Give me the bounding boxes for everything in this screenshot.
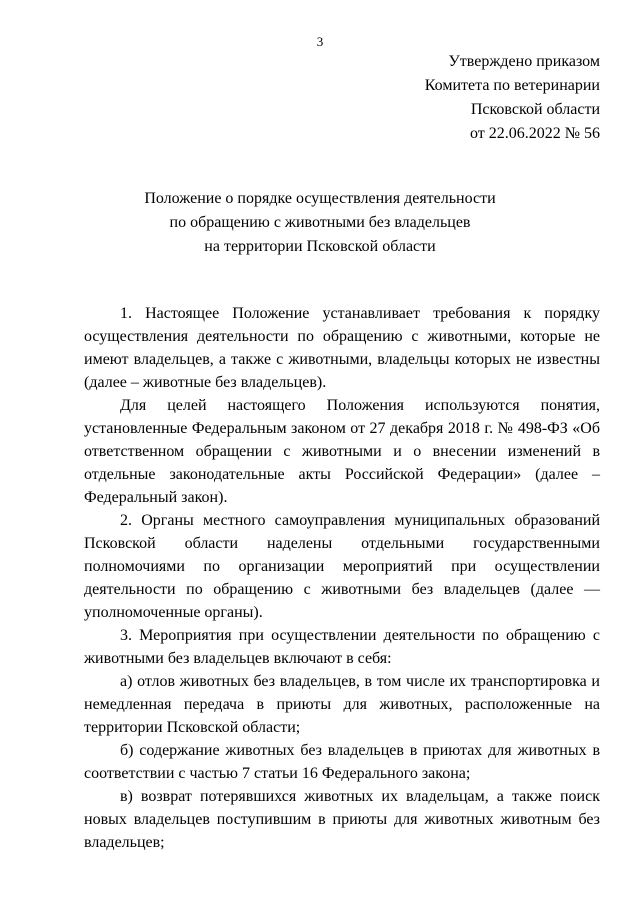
- paragraph: в) возврат потерявшихся животных их владельцам, а также поиск новых владельцев поступившим в приюты для животных животным без владельцев;: [84, 788, 600, 851]
- approval-stamp: [425, 50, 600, 146]
- page-number: 3: [316, 34, 324, 49]
- paragraph: а) отлов животных без владельцев, в том числе их транспортировка и немедленная передача в приюты для животных, расположенные на территории Псковской области;: [84, 673, 600, 736]
- approval-line: Утверждено приказом: [448, 53, 600, 70]
- document-title: [40, 187, 600, 259]
- title-line: по обращению с животными без владельцев: [169, 214, 471, 231]
- paragraph: Для целей настоящего Положения используются понятия, установленные Федеральным законом от 27 декабря 2018 г. № 498-ФЗ «Об ответственном обращении с животными и о внесении изменений в отдельные законодательные акты Российской Федерации» (далее – Федеральный закон).: [84, 397, 600, 506]
- title-line: на территории Псковской области: [204, 238, 436, 255]
- approval-line: от 22.06.2022 № 56: [469, 125, 600, 142]
- paragraph: 1. Настоящее Положение устанавливает требования к порядку осуществления деятельности по обращению с животными, которые не имеют владельцев, а также с животными, владельцы которых не известны (далее – животные без владельцев).: [84, 305, 600, 391]
- paragraph: 3. Мероприятия при осуществлении деятельности по обращению с животными без владельцев включают в себя:: [84, 627, 600, 667]
- paragraph: б) содержание животных без владельцев в приютах для животных в соответствии с частью 7 статьи 16 Федерального закона;: [84, 742, 600, 782]
- approval-line: Псковской области: [470, 101, 600, 118]
- title-line: Положение о порядке осуществления деятельности: [144, 190, 496, 207]
- approval-line: Комитета по ветеринарии: [424, 77, 600, 94]
- document-body: [84, 302, 600, 854]
- paragraph: 2. Органы местного самоуправления муниципальных образований Псковской области наделены отдельными государственными полномочиями по организации мероприятий при осуществлении деятельности по обращению с животными без владельцев (далее — уполномоченные органы).: [84, 512, 600, 621]
